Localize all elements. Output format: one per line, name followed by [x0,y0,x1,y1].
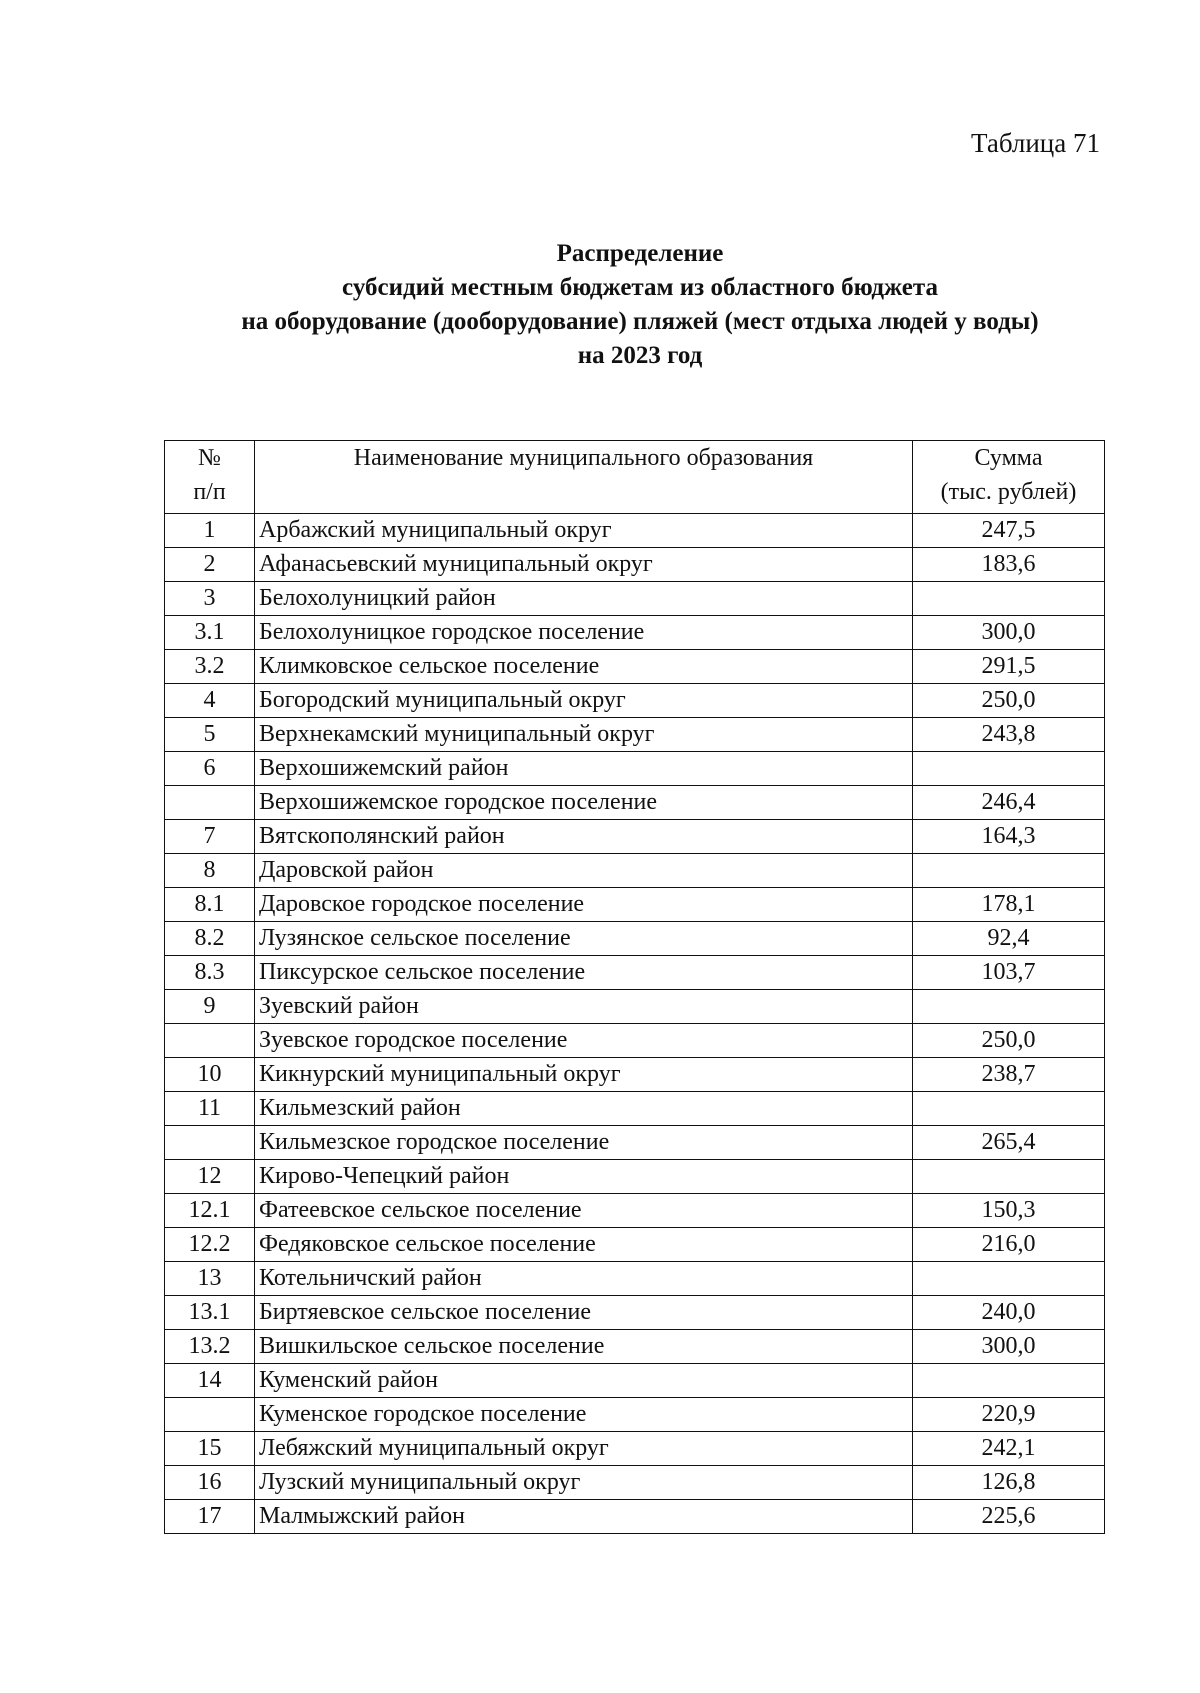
row-municipality-cell: Лебяжский муниципальный округ [255,1432,913,1466]
row-number-cell: 9 [165,990,255,1024]
row-municipality-cell: Верхошижемское городское поселение [255,786,913,820]
row-sum-cell: 150,3 [913,1194,1105,1228]
row-sum-cell: 250,0 [913,684,1105,718]
table-row [165,922,1105,956]
row-municipality-cell: Котельничский район [255,1262,913,1296]
row-sum-cell: 164,3 [913,820,1105,854]
row-number-cell: 12.1 [165,1194,255,1228]
table-row [165,1330,1105,1364]
row-sum-cell: 246,4 [913,786,1105,820]
row-number-cell: 7 [165,820,255,854]
row-municipality-cell: Зуевское городское поселение [255,1024,913,1058]
row-number-cell: 1 [165,514,255,548]
row-sum-cell [913,582,1105,616]
header-number [165,441,255,514]
row-sum-cell: 243,8 [913,718,1105,752]
row-number-cell: 13 [165,1262,255,1296]
row-number-cell: 3.2 [165,650,255,684]
table-row [165,1398,1105,1432]
table-row [165,1024,1105,1058]
row-sum-cell [913,1262,1105,1296]
row-number-cell: 17 [165,1500,255,1534]
row-municipality-cell: Вятскополянский район [255,820,913,854]
row-number-cell: 15 [165,1432,255,1466]
row-number-cell: 12.2 [165,1228,255,1262]
header-name-text: Наименование муниципального образования [353,445,814,471]
header-number-line1: № [198,445,221,471]
table-row [165,650,1105,684]
row-number-cell: 14 [165,1364,255,1398]
table-header-row [165,441,1105,514]
table-row [165,820,1105,854]
header-sum [913,441,1105,514]
row-municipality-cell: Куменский район [255,1364,913,1398]
table-row [165,1194,1105,1228]
row-sum-cell: 103,7 [913,956,1105,990]
table-row [165,752,1105,786]
row-municipality-cell: Кильмезский район [255,1092,913,1126]
table-row [165,548,1105,582]
row-sum-cell: 300,0 [913,1330,1105,1364]
row-sum-cell: 242,1 [913,1432,1105,1466]
row-municipality-cell: Фатеевское сельское поселение [255,1194,913,1228]
row-municipality-cell: Даровской район [255,854,913,888]
table-row [165,1058,1105,1092]
row-sum-cell: 240,0 [913,1296,1105,1330]
row-municipality-cell: Афанасьевский муниципальный округ [255,548,913,582]
table-row [165,514,1105,548]
row-sum-cell [913,1092,1105,1126]
table-row [165,990,1105,1024]
row-municipality-cell: Климковское сельское поселение [255,650,913,684]
row-municipality-cell: Вишкильское сельское поселение [255,1330,913,1364]
row-municipality-cell: Верхнекамский муниципальный округ [255,718,913,752]
row-municipality-cell: Федяковское сельское поселение [255,1228,913,1262]
row-number-cell: 8 [165,854,255,888]
table-row [165,1296,1105,1330]
row-municipality-cell: Зуевский район [255,990,913,1024]
table-row [165,1432,1105,1466]
header-number-line2: п/п [193,479,226,505]
row-sum-cell: 225,6 [913,1500,1105,1534]
subsidy-distribution-table [164,440,1105,1534]
table-row [165,1126,1105,1160]
row-number-cell: 13.2 [165,1330,255,1364]
title-line-2: субсидий местным бюджетам из областного бюджета [342,274,938,301]
title-line-4: на 2023 год [577,342,703,369]
row-number-cell [165,1398,255,1432]
table-row [165,1228,1105,1262]
table-row [165,1500,1105,1534]
row-number-cell [165,1024,255,1058]
row-sum-cell [913,854,1105,888]
row-sum-cell: 291,5 [913,650,1105,684]
table-row [165,1092,1105,1126]
header-sum-line2: (тыс. рублей) [940,479,1077,505]
row-sum-cell [913,1160,1105,1194]
table-number-label: Таблица 71 [971,128,1100,158]
row-sum-cell [913,1364,1105,1398]
table-row [165,888,1105,922]
row-number-cell: 11 [165,1092,255,1126]
row-number-cell: 16 [165,1466,255,1500]
table-row [165,616,1105,650]
title-line-3: на оборудование (дооборудование) пляжей (мест отдыха людей у воды) [241,308,1039,335]
row-municipality-cell: Куменское городское поселение [255,1398,913,1432]
row-number-cell: 13.1 [165,1296,255,1330]
row-number-cell: 12 [165,1160,255,1194]
row-sum-cell: 250,0 [913,1024,1105,1058]
table-row [165,1364,1105,1398]
row-number-cell: 6 [165,752,255,786]
row-sum-cell: 216,0 [913,1228,1105,1262]
row-municipality-cell: Белохолуницкое городское поселение [255,616,913,650]
table-body [165,514,1105,1534]
row-municipality-cell: Кильмезское городское поселение [255,1126,913,1160]
row-number-cell: 8.3 [165,956,255,990]
table-row [165,956,1105,990]
table-row [165,684,1105,718]
row-municipality-cell: Биртяевское сельское поселение [255,1296,913,1330]
header-municipality-name [255,441,913,514]
row-number-cell: 8.2 [165,922,255,956]
row-municipality-cell: Даровское городское поселение [255,888,913,922]
table-row [165,854,1105,888]
row-municipality-cell: Пиксурское сельское поселение [255,956,913,990]
row-number-cell: 3 [165,582,255,616]
table-row [165,1262,1105,1296]
row-sum-cell: 220,9 [913,1398,1105,1432]
table-row [165,1160,1105,1194]
row-municipality-cell: Лузский муниципальный округ [255,1466,913,1500]
row-number-cell: 3.1 [165,616,255,650]
row-sum-cell: 92,4 [913,922,1105,956]
row-sum-cell: 238,7 [913,1058,1105,1092]
table-row [165,1466,1105,1500]
table-row [165,582,1105,616]
row-number-cell: 10 [165,1058,255,1092]
row-municipality-cell: Кирово-Чепецкий район [255,1160,913,1194]
row-number-cell: 2 [165,548,255,582]
row-municipality-cell: Богородский муниципальный округ [255,684,913,718]
row-number-cell [165,786,255,820]
row-municipality-cell: Белохолуницкий район [255,582,913,616]
row-number-cell: 5 [165,718,255,752]
row-sum-cell [913,752,1105,786]
row-municipality-cell: Лузянское сельское поселение [255,922,913,956]
table-row [165,786,1105,820]
row-sum-cell: 183,6 [913,548,1105,582]
header-sum-line1: Сумма [974,445,1043,471]
row-sum-cell: 126,8 [913,1466,1105,1500]
row-municipality-cell: Арбажский муниципальный округ [255,514,913,548]
row-sum-cell: 178,1 [913,888,1105,922]
row-sum-cell: 265,4 [913,1126,1105,1160]
row-municipality-cell: Малмыжский район [255,1500,913,1534]
row-municipality-cell: Кикнурский муниципальный округ [255,1058,913,1092]
document-title [0,237,1200,373]
table-row [165,718,1105,752]
title-line-1: Распределение [556,240,724,267]
row-sum-cell: 247,5 [913,514,1105,548]
row-sum-cell: 300,0 [913,616,1105,650]
row-number-cell: 8.1 [165,888,255,922]
row-municipality-cell: Верхошижемский район [255,752,913,786]
row-number-cell [165,1126,255,1160]
row-number-cell: 4 [165,684,255,718]
row-sum-cell [913,990,1105,1024]
